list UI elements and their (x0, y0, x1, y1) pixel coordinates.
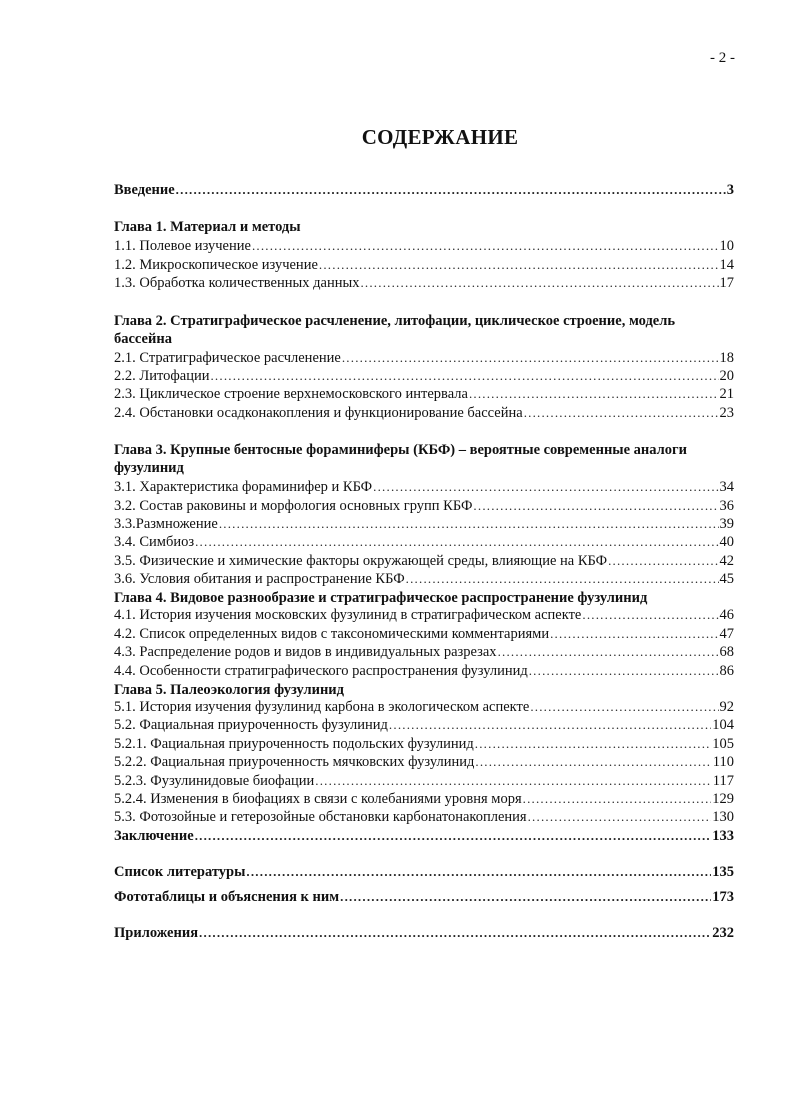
toc-entry-plates[interactable] (114, 889, 734, 907)
toc-entry-page: 23 (719, 404, 734, 421)
toc-entry-conclusion[interactable] (114, 828, 734, 846)
chapter-5-heading: Глава 5. Палеоэкология фузулинид (114, 682, 344, 699)
toc-entry[interactable] (114, 275, 734, 293)
toc-entry[interactable] (114, 773, 734, 791)
chapter-2-heading: Глава 2. Стратиграфическое расчленение, литофации, циклическое строение, модель бассейна (114, 312, 676, 347)
toc-entry-page: 68 (719, 644, 734, 661)
toc-entry-text: 3.5. Физические и химические факторы окружающей среды, влияющие на КБФ (114, 552, 608, 569)
toc-entry[interactable] (114, 791, 734, 809)
toc-entry-appendices[interactable] (114, 925, 734, 943)
toc-entry[interactable] (114, 699, 734, 717)
toc-entry-text: 3.2. Состав раковины и морфология основных групп КБФ (114, 497, 473, 514)
toc-entry-text: Список литературы (114, 864, 246, 881)
toc-entry-page: 92 (719, 699, 734, 716)
toc-entry-page: 173 (712, 888, 734, 905)
toc-entry-text: 4.2. Список определенных видов с таксономическими комментариями (114, 625, 550, 642)
toc-entry-text: Введение (114, 182, 175, 198)
toc-entry-text: 5.2.1. Фациальная приуроченность подольских фузулинид (114, 735, 474, 752)
toc-entry-text: Фототаблицы и объяснения к ним (114, 888, 340, 905)
toc-entry[interactable] (114, 607, 734, 625)
page-number: - 2 - (710, 50, 735, 66)
toc-entry[interactable] (114, 663, 734, 681)
toc-entry-text: 5.2.4. Изменения в биофациях в связи с колебаниями уровня моря (114, 790, 522, 807)
toc-entry[interactable] (114, 479, 734, 497)
toc-entry-text: 5.2. Фациальная приуроченность фузулинид (114, 717, 388, 734)
toc-entry-page: 86 (719, 662, 734, 679)
toc-entry-page: 135 (712, 864, 734, 881)
toc-entry-text: 5.2.2. Фациальная приуроченность мячковских фузулинид (114, 754, 475, 771)
toc-entry-text: 2.4. Обстановки осадконакопления и функционирование бассейна (114, 404, 523, 421)
toc-entry-page: 17 (719, 275, 734, 292)
toc-entry-text: 3.1. Характеристика фораминифер и КБФ (114, 479, 373, 496)
toc-entry-text: 2.1. Стратиграфическое расчленение (114, 349, 341, 366)
toc-entry-page: 36 (719, 497, 734, 514)
toc-entry-page: 20 (719, 367, 734, 384)
toc-entry[interactable] (114, 386, 734, 404)
toc-entry-page: 46 (719, 607, 734, 624)
toc-entry-references[interactable] (114, 864, 734, 882)
toc-entry-text: 1.2. Микроскопическое изучение (114, 256, 318, 273)
toc-entry-page: 21 (719, 386, 734, 403)
toc-entry[interactable] (114, 498, 734, 516)
toc-entry[interactable] (114, 717, 734, 735)
toc-entry-page: 40 (719, 534, 734, 551)
toc-entry-text: 3.6. Условия обитания и распространение КБФ (114, 571, 405, 588)
page-title: СОДЕРЖАНИЕ (361, 125, 519, 149)
toc-entry-text: 3.4. Симбиоз (114, 534, 195, 551)
toc-entry-text: 3.3.Размножение (114, 515, 218, 532)
toc-entry-text: 2.3. Циклическое строение верхнемосковского интервала (114, 386, 468, 403)
toc-entry-page: 129 (712, 790, 734, 807)
toc-entry-page: 110 (712, 754, 734, 771)
toc-entry[interactable] (114, 238, 734, 256)
chapter-1-heading: Глава 1. Материал и методы (114, 219, 301, 236)
toc-entry-text: 4.3. Распределение родов и видов в индивидуальных разрезах (114, 644, 497, 661)
toc-entry[interactable] (114, 257, 734, 275)
chapter-4-heading: Глава 4. Видовое разнообразие и стратиграфическое распространение фузулинид (114, 590, 648, 607)
toc-entry-page: 14 (719, 256, 734, 273)
toc-entry-page: 34 (719, 479, 734, 496)
toc-entry[interactable] (114, 516, 734, 534)
toc-entry[interactable] (114, 534, 734, 552)
toc-entry-text: Заключение (114, 827, 194, 844)
toc-entry-text: 5.3. Фотозойные и гетерозойные обстановки карбонатонакопления (114, 809, 527, 826)
chapter-3-heading: Глава 3. Крупные бентосные фораминиферы (КБФ) – вероятные современные аналоги фузулинид (114, 442, 687, 477)
toc-entry-page: 10 (719, 238, 734, 255)
toc-entry-text: 2.2. Литофации (114, 367, 210, 384)
toc-entry[interactable] (114, 350, 734, 368)
toc-entry[interactable] (114, 571, 734, 589)
toc-entry-page: 105 (712, 735, 734, 752)
toc-entry-text: 4.1. История изучения московских фузулинид в стратиграфическом аспекте (114, 607, 582, 624)
toc-entry-page: 117 (712, 772, 734, 789)
toc-entry-text: 5.2.3. Фузулинидовые биофации (114, 772, 315, 789)
toc-entry-text: 1.1. Полевое изучение (114, 238, 251, 255)
toc-entry[interactable] (114, 553, 734, 571)
toc-entry-text: 4.4. Особенности стратиграфического распространения фузулинид (114, 662, 528, 679)
toc-entry-text: 5.1. История изучения фузулинид карбона в экологическом аспекте (114, 699, 530, 716)
toc-entry-text: Приложения (114, 924, 199, 941)
toc-entry[interactable] (114, 809, 734, 827)
toc-entry[interactable] (114, 626, 734, 644)
toc-entry-page: 42 (719, 552, 734, 569)
toc-entry[interactable] (114, 368, 734, 386)
table-of-contents (114, 182, 734, 943)
toc-entry-page: 3 (726, 182, 734, 198)
toc-entry-page: 232 (712, 924, 734, 941)
toc-entry[interactable] (114, 405, 734, 423)
toc-entry-text: 1.3. Обработка количественных данных (114, 275, 360, 292)
toc-entry-page: 133 (712, 827, 734, 844)
toc-entry[interactable] (114, 736, 734, 754)
toc-entry-page: 47 (719, 625, 734, 642)
toc-entry-page: 39 (719, 515, 734, 532)
toc-entry-intro[interactable] (114, 182, 734, 200)
toc-entry-page: 18 (719, 349, 734, 366)
toc-entry[interactable] (114, 644, 734, 662)
toc-entry[interactable] (114, 754, 734, 772)
toc-entry-page: 130 (712, 809, 734, 826)
toc-entry-page: 45 (719, 571, 734, 588)
toc-entry-page: 104 (712, 717, 734, 734)
